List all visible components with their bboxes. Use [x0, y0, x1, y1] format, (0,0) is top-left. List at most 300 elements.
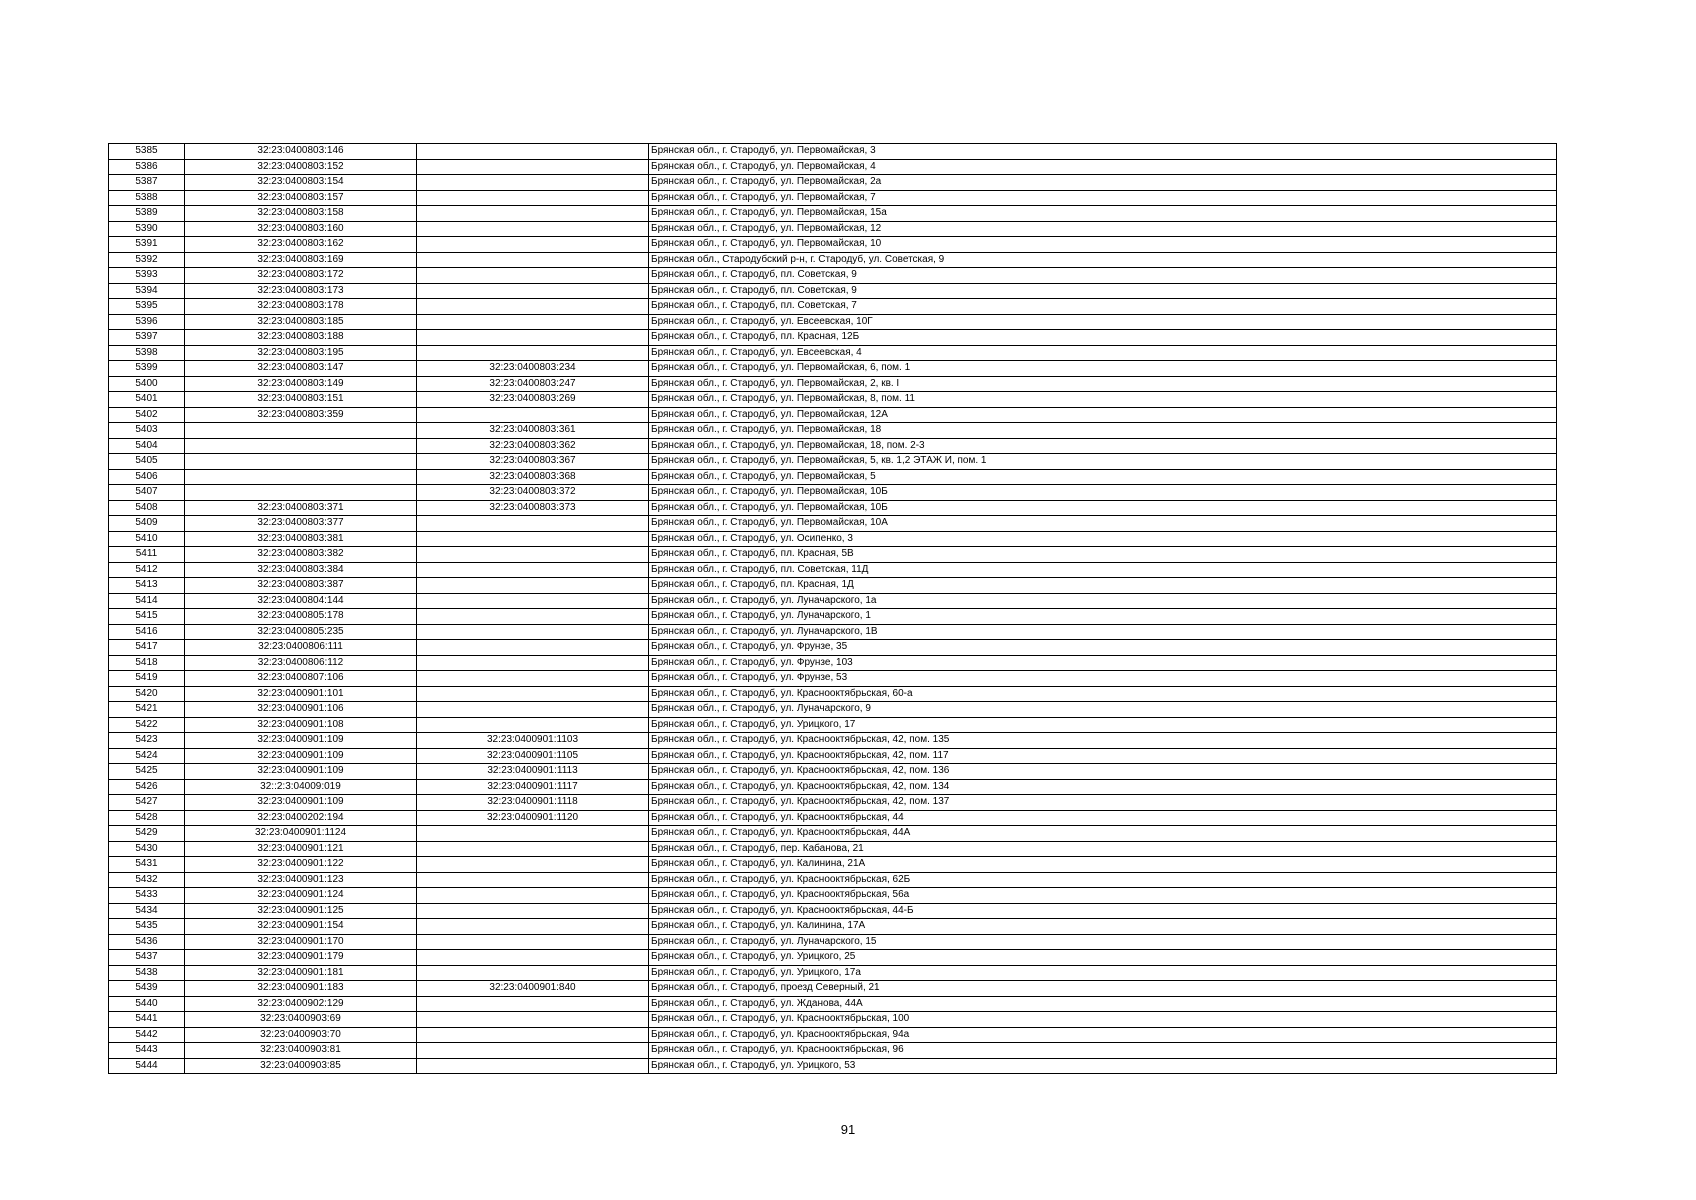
row-number-cell: 5409 — [109, 516, 185, 532]
row-number-cell: 5385 — [109, 144, 185, 160]
cadastral-number-cell: 32:23:0400903:69 — [185, 1012, 417, 1028]
table-row — [109, 624, 1557, 640]
row-number-cell: 5429 — [109, 826, 185, 842]
row-number-cell: 5395 — [109, 299, 185, 315]
address-cell: Брянская обл., г. Стародуб, ул. Первомайская, 8, пом. 11 — [649, 392, 1557, 408]
cadastral-number-cell: 32:23:0400806:111 — [185, 640, 417, 656]
table-row — [109, 981, 1557, 997]
table-row — [109, 733, 1557, 749]
cadastral-number-cell: 32:23:0400901:121 — [185, 841, 417, 857]
address-cell: Брянская обл., г. Стародуб, ул. Краснооктябрьская, 62Б — [649, 872, 1557, 888]
table-row — [109, 578, 1557, 594]
row-number-cell: 5422 — [109, 717, 185, 733]
table-row — [109, 655, 1557, 671]
address-cell: Брянская обл., г. Стародуб, ул. Краснооктябрьская, 44 — [649, 810, 1557, 826]
address-cell: Брянская обл., г. Стародуб, ул. Первомайская, 2а — [649, 175, 1557, 191]
address-cell: Брянская обл., г. Стародуб, ул. Краснооктябрьская, 42, пом. 137 — [649, 795, 1557, 811]
related-cadastral-number-cell — [417, 314, 649, 330]
row-number-cell: 5439 — [109, 981, 185, 997]
cadastral-number-cell — [185, 438, 417, 454]
address-cell: Брянская обл., г. Стародуб, пл. Красная, 5В — [649, 547, 1557, 563]
address-cell: Брянская обл., г. Стародуб, ул. Первомайская, 18 — [649, 423, 1557, 439]
cadastral-number-cell: 32:23:0400803:157 — [185, 190, 417, 206]
table-row — [109, 144, 1557, 160]
address-cell: Брянская обл., г. Стародуб, ул. Первомайская, 2, кв. I — [649, 376, 1557, 392]
related-cadastral-number-cell — [417, 1043, 649, 1059]
related-cadastral-number-cell — [417, 841, 649, 857]
table-row — [109, 764, 1557, 780]
cadastral-number-cell: 32:23:0400803:359 — [185, 407, 417, 423]
cadastral-number-cell: 32:23:0400202:194 — [185, 810, 417, 826]
related-cadastral-number-cell — [417, 283, 649, 299]
cadastral-number-cell — [185, 469, 417, 485]
address-cell: Брянская обл., г. Стародуб, ул. Осипенко, 3 — [649, 531, 1557, 547]
address-cell: Брянская обл., г. Стародуб, ул. Краснооктябрьская, 96 — [649, 1043, 1557, 1059]
related-cadastral-number-cell: 32:23:0400901:1117 — [417, 779, 649, 795]
row-number-cell: 5406 — [109, 469, 185, 485]
row-number-cell: 5423 — [109, 733, 185, 749]
row-number-cell: 5400 — [109, 376, 185, 392]
table-row — [109, 500, 1557, 516]
table-row — [109, 438, 1557, 454]
cadastral-number-cell: 32:23:0400901:123 — [185, 872, 417, 888]
row-number-cell: 5432 — [109, 872, 185, 888]
related-cadastral-number-cell — [417, 826, 649, 842]
cadastral-number-cell: 32:23:0400901:109 — [185, 748, 417, 764]
related-cadastral-number-cell — [417, 562, 649, 578]
address-cell: Брянская обл., г. Стародуб, пл. Советская, 9 — [649, 283, 1557, 299]
related-cadastral-number-cell: 32:23:0400803:362 — [417, 438, 649, 454]
related-cadastral-number-cell — [417, 671, 649, 687]
row-number-cell: 5413 — [109, 578, 185, 594]
cadastral-number-cell: 32:23:0400807:106 — [185, 671, 417, 687]
related-cadastral-number-cell: 32:23:0400803:373 — [417, 500, 649, 516]
table-row — [109, 159, 1557, 175]
row-number-cell: 5437 — [109, 950, 185, 966]
row-number-cell: 5414 — [109, 593, 185, 609]
address-cell: Брянская обл., г. Стародуб, ул. Первомайская, 12А — [649, 407, 1557, 423]
cadastral-number-cell: 32:23:0400901:1124 — [185, 826, 417, 842]
cadastral-number-cell: 32:23:0400803:384 — [185, 562, 417, 578]
cadastral-number-cell — [185, 485, 417, 501]
row-number-cell: 5388 — [109, 190, 185, 206]
cadastral-number-cell: 32::2:3:04009:019 — [185, 779, 417, 795]
table-row — [109, 345, 1557, 361]
row-number-cell: 5393 — [109, 268, 185, 284]
row-number-cell: 5405 — [109, 454, 185, 470]
row-number-cell: 5435 — [109, 919, 185, 935]
cadastral-number-cell: 32:23:0400901:122 — [185, 857, 417, 873]
row-number-cell: 5396 — [109, 314, 185, 330]
address-cell: Брянская обл., г. Стародуб, проезд Северный, 21 — [649, 981, 1557, 997]
row-number-cell: 5442 — [109, 1027, 185, 1043]
related-cadastral-number-cell: 32:23:0400803:368 — [417, 469, 649, 485]
address-cell: Брянская обл., г. Стародуб, ул. Урицкого, 17 — [649, 717, 1557, 733]
cadastral-number-cell — [185, 423, 417, 439]
registry-table-body — [109, 144, 1557, 1074]
related-cadastral-number-cell: 32:23:0400901:1118 — [417, 795, 649, 811]
table-row — [109, 1012, 1557, 1028]
cadastral-number-cell: 32:23:0400803:188 — [185, 330, 417, 346]
row-number-cell: 5415 — [109, 609, 185, 625]
table-row — [109, 283, 1557, 299]
related-cadastral-number-cell — [417, 1012, 649, 1028]
cadastral-number-cell: 32:23:0400803:162 — [185, 237, 417, 253]
row-number-cell: 5391 — [109, 237, 185, 253]
row-number-cell: 5421 — [109, 702, 185, 718]
table-row — [109, 407, 1557, 423]
cadastral-number-cell: 32:23:0400901:125 — [185, 903, 417, 919]
address-cell: Брянская обл., г. Стародуб, ул. Краснооктябрьская, 44А — [649, 826, 1557, 842]
cadastral-number-cell: 32:23:0400901:109 — [185, 733, 417, 749]
related-cadastral-number-cell — [417, 1027, 649, 1043]
cadastral-number-cell: 32:23:0400805:235 — [185, 624, 417, 640]
row-number-cell: 5412 — [109, 562, 185, 578]
cadastral-number-cell: 32:23:0400803:152 — [185, 159, 417, 175]
table-row — [109, 299, 1557, 315]
cadastral-number-cell: 32:23:0400902:129 — [185, 996, 417, 1012]
related-cadastral-number-cell — [417, 578, 649, 594]
related-cadastral-number-cell — [417, 903, 649, 919]
table-row — [109, 857, 1557, 873]
table-row — [109, 795, 1557, 811]
address-cell: Брянская обл., г. Стародуб, пл. Красная, 1Д — [649, 578, 1557, 594]
row-number-cell: 5387 — [109, 175, 185, 191]
cadastral-number-cell: 32:23:0400901:170 — [185, 934, 417, 950]
related-cadastral-number-cell: 32:23:0400803:367 — [417, 454, 649, 470]
row-number-cell: 5410 — [109, 531, 185, 547]
address-cell: Брянская обл., г. Стародуб, ул. Калинина, 17А — [649, 919, 1557, 935]
row-number-cell: 5404 — [109, 438, 185, 454]
table-row — [109, 609, 1557, 625]
address-cell: Брянская обл., г. Стародуб, ул. Луначарского, 1а — [649, 593, 1557, 609]
table-row — [109, 175, 1557, 191]
cadastral-number-cell: 32:23:0400803:160 — [185, 221, 417, 237]
cadastral-number-cell: 32:23:0400901:106 — [185, 702, 417, 718]
related-cadastral-number-cell — [417, 609, 649, 625]
address-cell: Брянская обл., г. Стародуб, ул. Луначарского, 15 — [649, 934, 1557, 950]
row-number-cell: 5444 — [109, 1058, 185, 1074]
address-cell: Брянская обл., г. Стародуб, ул. Луначарского, 1В — [649, 624, 1557, 640]
table-row — [109, 841, 1557, 857]
address-cell: Брянская обл., г. Стародуб, ул. Первомайская, 18, пом. 2-3 — [649, 438, 1557, 454]
related-cadastral-number-cell — [417, 934, 649, 950]
row-number-cell: 5399 — [109, 361, 185, 377]
row-number-cell: 5402 — [109, 407, 185, 423]
related-cadastral-number-cell — [417, 996, 649, 1012]
table-row — [109, 237, 1557, 253]
cadastral-number-cell: 32:23:0400901:179 — [185, 950, 417, 966]
table-row — [109, 221, 1557, 237]
cadastral-number-cell: 32:23:0400901:101 — [185, 686, 417, 702]
related-cadastral-number-cell — [417, 175, 649, 191]
address-cell: Брянская обл., г. Стародуб, ул. Урицкого, 53 — [649, 1058, 1557, 1074]
related-cadastral-number-cell — [417, 872, 649, 888]
row-number-cell: 5430 — [109, 841, 185, 857]
table-row — [109, 1058, 1557, 1074]
row-number-cell: 5433 — [109, 888, 185, 904]
table-row — [109, 547, 1557, 563]
row-number-cell: 5427 — [109, 795, 185, 811]
related-cadastral-number-cell — [417, 190, 649, 206]
row-number-cell: 5428 — [109, 810, 185, 826]
row-number-cell: 5386 — [109, 159, 185, 175]
table-row — [109, 361, 1557, 377]
table-row — [109, 392, 1557, 408]
related-cadastral-number-cell — [417, 950, 649, 966]
table-row — [109, 469, 1557, 485]
address-cell: Брянская обл., г. Стародуб, ул. Краснооктябрьская, 100 — [649, 1012, 1557, 1028]
cadastral-number-cell: 32:23:0400901:183 — [185, 981, 417, 997]
table-row — [109, 376, 1557, 392]
row-number-cell: 5424 — [109, 748, 185, 764]
table-row — [109, 485, 1557, 501]
address-cell: Брянская обл., г. Стародуб, ул. Первомайская, 4 — [649, 159, 1557, 175]
row-number-cell: 5411 — [109, 547, 185, 563]
address-cell: Брянская обл., г. Стародуб, ул. Евсеевская, 4 — [649, 345, 1557, 361]
address-cell: Брянская обл., г. Стародуб, ул. Жданова, 44А — [649, 996, 1557, 1012]
table-row — [109, 531, 1557, 547]
related-cadastral-number-cell — [417, 593, 649, 609]
related-cadastral-number-cell: 32:23:0400803:372 — [417, 485, 649, 501]
cadastral-number-cell: 32:23:0400803:149 — [185, 376, 417, 392]
table-row — [109, 686, 1557, 702]
address-cell: Брянская обл., г. Стародуб, пер. Кабанова, 21 — [649, 841, 1557, 857]
cadastral-number-cell: 32:23:0400903:85 — [185, 1058, 417, 1074]
row-number-cell: 5419 — [109, 671, 185, 687]
table-row — [109, 454, 1557, 470]
address-cell: Брянская обл., г. Стародуб, ул. Первомайская, 10Б — [649, 500, 1557, 516]
table-row — [109, 640, 1557, 656]
table-row — [109, 562, 1557, 578]
related-cadastral-number-cell — [417, 1058, 649, 1074]
cadastral-number-cell: 32:23:0400901:108 — [185, 717, 417, 733]
row-number-cell: 5403 — [109, 423, 185, 439]
related-cadastral-number-cell — [417, 686, 649, 702]
related-cadastral-number-cell — [417, 965, 649, 981]
address-cell: Брянская обл., г. Стародуб, ул. Краснооктябрьская, 60-а — [649, 686, 1557, 702]
table-row — [109, 748, 1557, 764]
address-cell: Брянская обл., Стародубский р-н, г. Стародуб, ул. Советская, 9 — [649, 252, 1557, 268]
row-number-cell: 5418 — [109, 655, 185, 671]
address-cell: Брянская обл., г. Стародуб, пл. Советская, 9 — [649, 268, 1557, 284]
address-cell: Брянская обл., г. Стародуб, ул. Первомайская, 10А — [649, 516, 1557, 532]
cadastral-number-cell: 32:23:0400903:81 — [185, 1043, 417, 1059]
table-row — [109, 888, 1557, 904]
row-number-cell: 5426 — [109, 779, 185, 795]
related-cadastral-number-cell — [417, 268, 649, 284]
related-cadastral-number-cell — [417, 144, 649, 160]
table-row — [109, 934, 1557, 950]
row-number-cell: 5390 — [109, 221, 185, 237]
related-cadastral-number-cell: 32:23:0400901:1103 — [417, 733, 649, 749]
address-cell: Брянская обл., г. Стародуб, пл. Советская, 7 — [649, 299, 1557, 315]
address-cell: Брянская обл., г. Стародуб, ул. Первомайская, 5, кв. 1,2 ЭТАЖ И, пом. 1 — [649, 454, 1557, 470]
related-cadastral-number-cell — [417, 345, 649, 361]
table-row — [109, 190, 1557, 206]
related-cadastral-number-cell — [417, 330, 649, 346]
row-number-cell: 5389 — [109, 206, 185, 222]
table-row — [109, 268, 1557, 284]
address-cell: Брянская обл., г. Стародуб, ул. Краснооктябрьская, 42, пом. 117 — [649, 748, 1557, 764]
table-row — [109, 516, 1557, 532]
related-cadastral-number-cell — [417, 299, 649, 315]
table-row — [109, 702, 1557, 718]
related-cadastral-number-cell: 32:23:0400901:840 — [417, 981, 649, 997]
address-cell: Брянская обл., г. Стародуб, ул. Фрунзе, 53 — [649, 671, 1557, 687]
related-cadastral-number-cell: 32:23:0400803:361 — [417, 423, 649, 439]
related-cadastral-number-cell — [417, 857, 649, 873]
related-cadastral-number-cell — [417, 221, 649, 237]
address-cell: Брянская обл., г. Стародуб, ул. Первомайская, 15а — [649, 206, 1557, 222]
related-cadastral-number-cell: 32:23:0400901:1120 — [417, 810, 649, 826]
address-cell: Брянская обл., г. Стародуб, ул. Первомайская, 10 — [649, 237, 1557, 253]
cadastral-number-cell: 32:23:0400803:158 — [185, 206, 417, 222]
table-row — [109, 423, 1557, 439]
cadastral-number-cell: 32:23:0400803:381 — [185, 531, 417, 547]
related-cadastral-number-cell: 32:23:0400901:1113 — [417, 764, 649, 780]
related-cadastral-number-cell: 32:23:0400901:1105 — [417, 748, 649, 764]
address-cell: Брянская обл., г. Стародуб, ул. Луначарского, 1 — [649, 609, 1557, 625]
row-number-cell: 5438 — [109, 965, 185, 981]
table-row — [109, 965, 1557, 981]
cadastral-number-cell: 32:23:0400901:109 — [185, 795, 417, 811]
address-cell: Брянская обл., г. Стародуб, ул. Краснооктябрьская, 56а — [649, 888, 1557, 904]
cadastral-number-cell: 32:23:0400803:377 — [185, 516, 417, 532]
cadastral-number-cell: 32:23:0400803:387 — [185, 578, 417, 594]
cadastral-number-cell: 32:23:0400803:169 — [185, 252, 417, 268]
related-cadastral-number-cell — [417, 206, 649, 222]
cadastral-number-cell: 32:23:0400901:181 — [185, 965, 417, 981]
address-cell: Брянская обл., г. Стародуб, ул. Первомайская, 3 — [649, 144, 1557, 160]
address-cell: Брянская обл., г. Стародуб, ул. Краснооктябрьская, 44-Б — [649, 903, 1557, 919]
related-cadastral-number-cell — [417, 407, 649, 423]
row-number-cell: 5440 — [109, 996, 185, 1012]
table-row — [109, 826, 1557, 842]
cadastral-number-cell: 32:23:0400803:382 — [185, 547, 417, 563]
table-row — [109, 314, 1557, 330]
address-cell: Брянская обл., г. Стародуб, ул. Первомайская, 10Б — [649, 485, 1557, 501]
table-row — [109, 872, 1557, 888]
cadastral-number-cell: 32:23:0400901:154 — [185, 919, 417, 935]
related-cadastral-number-cell — [417, 516, 649, 532]
related-cadastral-number-cell — [417, 531, 649, 547]
cadastral-number-cell: 32:23:0400803:154 — [185, 175, 417, 191]
table-row — [109, 1043, 1557, 1059]
related-cadastral-number-cell: 32:23:0400803:247 — [417, 376, 649, 392]
row-number-cell: 5416 — [109, 624, 185, 640]
row-number-cell: 5401 — [109, 392, 185, 408]
table-row — [109, 330, 1557, 346]
address-cell: Брянская обл., г. Стародуб, ул. Первомайская, 12 — [649, 221, 1557, 237]
cadastral-number-cell: 32:23:0400803:173 — [185, 283, 417, 299]
cadastral-number-cell: 32:23:0400901:124 — [185, 888, 417, 904]
address-cell: Брянская обл., г. Стародуб, ул. Первомайская, 7 — [649, 190, 1557, 206]
row-number-cell: 5436 — [109, 934, 185, 950]
address-cell: Брянская обл., г. Стародуб, ул. Фрунзе, 35 — [649, 640, 1557, 656]
cadastral-number-cell: 32:23:0400803:172 — [185, 268, 417, 284]
row-number-cell: 5392 — [109, 252, 185, 268]
table-row — [109, 996, 1557, 1012]
address-cell: Брянская обл., г. Стародуб, ул. Краснооктябрьская, 42, пом. 134 — [649, 779, 1557, 795]
address-cell: Брянская обл., г. Стародуб, ул. Краснооктябрьская, 42, пом. 135 — [649, 733, 1557, 749]
address-cell: Брянская обл., г. Стародуб, ул. Урицкого, 17а — [649, 965, 1557, 981]
related-cadastral-number-cell — [417, 888, 649, 904]
related-cadastral-number-cell — [417, 237, 649, 253]
address-cell: Брянская обл., г. Стародуб, ул. Луначарского, 9 — [649, 702, 1557, 718]
address-cell: Брянская обл., г. Стародуб, ул. Первомайская, 6, пом. 1 — [649, 361, 1557, 377]
table-row — [109, 919, 1557, 935]
cadastral-number-cell: 32:23:0400901:109 — [185, 764, 417, 780]
row-number-cell: 5441 — [109, 1012, 185, 1028]
row-number-cell: 5394 — [109, 283, 185, 299]
related-cadastral-number-cell: 32:23:0400803:269 — [417, 392, 649, 408]
address-cell: Брянская обл., г. Стародуб, ул. Урицкого, 25 — [649, 950, 1557, 966]
related-cadastral-number-cell: 32:23:0400803:234 — [417, 361, 649, 377]
table-row — [109, 950, 1557, 966]
related-cadastral-number-cell — [417, 252, 649, 268]
address-cell: Брянская обл., г. Стародуб, ул. Краснооктябрьская, 94а — [649, 1027, 1557, 1043]
row-number-cell: 5425 — [109, 764, 185, 780]
related-cadastral-number-cell — [417, 624, 649, 640]
related-cadastral-number-cell — [417, 547, 649, 563]
cadastral-number-cell: 32:23:0400803:146 — [185, 144, 417, 160]
address-cell: Брянская обл., г. Стародуб, ул. Калинина, 21А — [649, 857, 1557, 873]
row-number-cell: 5408 — [109, 500, 185, 516]
table-row — [109, 810, 1557, 826]
cadastral-number-cell: 32:23:0400803:178 — [185, 299, 417, 315]
table-row — [109, 671, 1557, 687]
row-number-cell: 5398 — [109, 345, 185, 361]
table-row — [109, 717, 1557, 733]
cadastral-number-cell — [185, 454, 417, 470]
row-number-cell: 5431 — [109, 857, 185, 873]
table-row — [109, 779, 1557, 795]
address-cell: Брянская обл., г. Стародуб, пл. Советская, 11Д — [649, 562, 1557, 578]
address-cell: Брянская обл., г. Стародуб, ул. Первомайская, 5 — [649, 469, 1557, 485]
table-row — [109, 593, 1557, 609]
address-cell: Брянская обл., г. Стародуб, ул. Евсеевская, 10Г — [649, 314, 1557, 330]
row-number-cell: 5443 — [109, 1043, 185, 1059]
cadastral-number-cell: 32:23:0400804:144 — [185, 593, 417, 609]
table-row — [109, 252, 1557, 268]
row-number-cell: 5397 — [109, 330, 185, 346]
cadastral-number-cell: 32:23:0400803:371 — [185, 500, 417, 516]
registry-table-container — [108, 143, 1557, 1074]
table-row — [109, 206, 1557, 222]
row-number-cell: 5434 — [109, 903, 185, 919]
table-row — [109, 903, 1557, 919]
address-cell: Брянская обл., г. Стародуб, пл. Красная, 12Б — [649, 330, 1557, 346]
cadastral-number-cell: 32:23:0400803:195 — [185, 345, 417, 361]
page-number: 91 — [840, 1122, 856, 1137]
registry-table — [108, 143, 1557, 1074]
table-row — [109, 1027, 1557, 1043]
row-number-cell: 5417 — [109, 640, 185, 656]
cadastral-number-cell: 32:23:0400803:151 — [185, 392, 417, 408]
row-number-cell: 5407 — [109, 485, 185, 501]
related-cadastral-number-cell — [417, 640, 649, 656]
related-cadastral-number-cell — [417, 717, 649, 733]
related-cadastral-number-cell — [417, 919, 649, 935]
cadastral-number-cell: 32:23:0400803:147 — [185, 361, 417, 377]
cadastral-number-cell: 32:23:0400806:112 — [185, 655, 417, 671]
cadastral-number-cell: 32:23:0400805:178 — [185, 609, 417, 625]
address-cell: Брянская обл., г. Стародуб, ул. Фрунзе, 103 — [649, 655, 1557, 671]
related-cadastral-number-cell — [417, 702, 649, 718]
related-cadastral-number-cell — [417, 159, 649, 175]
cadastral-number-cell: 32:23:0400803:185 — [185, 314, 417, 330]
